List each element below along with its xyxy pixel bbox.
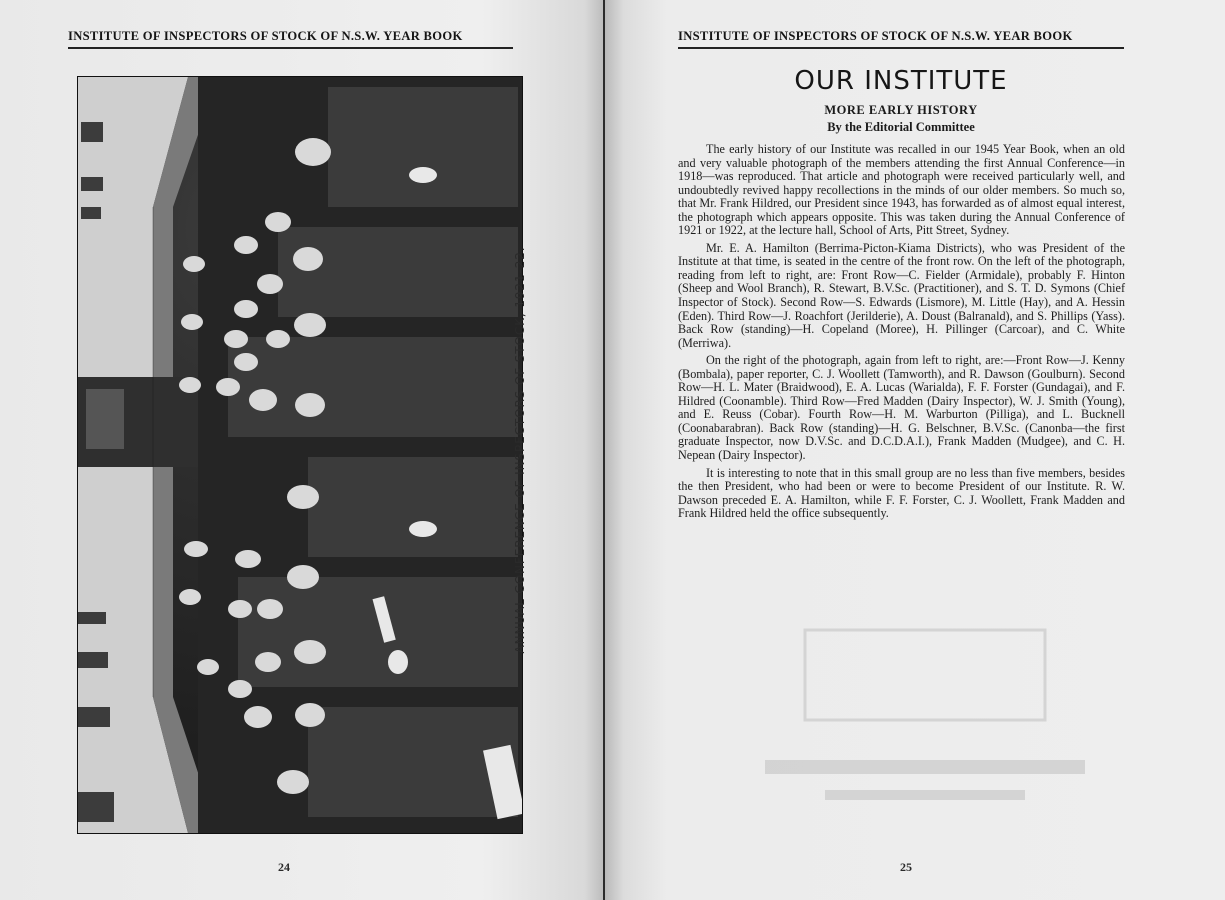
page-number-right: 25 — [900, 860, 912, 874]
article-subtitle: MORE EARLY HISTORY — [824, 103, 978, 117]
paragraph-3: On the right of the photograph, again from left to right, are:—Front Row—J. Kenny (Bombala), paper reporter, C. J. Woollett (Tamworth), and R. Dawson (Goulburn). Second Row—H. L. Mater (Braidwood), E. A. Lucas (Warialda), F. F. Forster (Gundagai), and F. Hildred (Coonamble). Third Row—Fred Madden (Dairy Inspector), W. J. Smith (Young), and E. Reuss (Cobar). Fourth Row—H. M. Warburton (Pilliga), and L. Bucknell (Coonabarabran). Back Row (standing)—H. G. Belschner, B.V.Sc. (Canonba—the first graduate Inspector, now D.V.Sc. and D.C.D.A.I.), Frank Madden (Mudgee), and C. H. Nepean (Dairy Inspector). — [678, 353, 1125, 463]
paragraph-2: Mr. E. A. Hamilton (Berrima-Picton-Kiama Districts), who was President of the Institute at that time, is seated in the centre of the front row. On the left of the photograph, reading from left to right, are: Front Row—C. Fielder (Armidale), probably F. Hinton (Sheep and Wool Branch), R. Stewart, B.V.Sc. (Practitioner), and S. T. D. Symons (Chief Inspector of Stock). Second Row—S. Edwards (Lismore), M. Little (Hay), and A. Hessin (Eden). Third Row—J. Roachfort (Jerilderie), A. Doust (Balranald), and S. Phillips (Yass). Back Row (standing)—H. Copeland (Moree), H. Pillinger (Carcoar), and C. White (Merriwa). — [678, 240, 1125, 350]
article-body — [678, 143, 1125, 525]
paragraph-1: The early history of our Institute was recalled in our 1945 Year Book, when an old and very valuable photograph of the members attending the first Annual Conference—in 1918—was reproduced. That article and photograph were received particularly well, and undoubtedly revived happy recollections in the minds of our older members. So much so, that Mr. Frank Hildred, our President since 1943, has forwarded as of almost equal interest, the photograph which appears opposite. This was taken during the Annual Conference of 1921 or 1922, at the lecture hall, School of Arts, Pitt Street, Sydney. — [678, 142, 1125, 238]
running-head-right: INSTITUTE OF INSPECTORS OF STOCK OF N.S.W. YEAR BOOK — [678, 29, 1124, 49]
running-head-left: INSTITUTE OF INSPECTORS OF STOCK OF N.S.W. YEAR BOOK — [68, 29, 513, 49]
article-title: OUR INSTITUTE — [794, 66, 1008, 96]
page-number-left: 24 — [278, 860, 290, 874]
photograph-image — [78, 77, 522, 833]
paragraph-4: It is interesting to note that in this small group are no less than five members, besides the then President, who had been or were to become President of our Institute. R. W. Dawson preceded E. A. Hamilton, while F. F. Forster, C. J. Woollett, Frank Madden and Frank Hildred held the office subsequently. — [678, 465, 1125, 521]
conference-photograph — [77, 76, 523, 834]
article-byline: By the Editorial Committee — [827, 120, 975, 134]
right-page — [605, 0, 1225, 900]
left-page: INSTITUTE OF INSPECTORS OF STOCK OF N.S.W. YEAR BOOK ANNUAL CONFERENCE OF INSPECTORS OF STOCK, 1921-22. 24 — [0, 0, 603, 900]
show-through-advert — [745, 620, 1105, 850]
